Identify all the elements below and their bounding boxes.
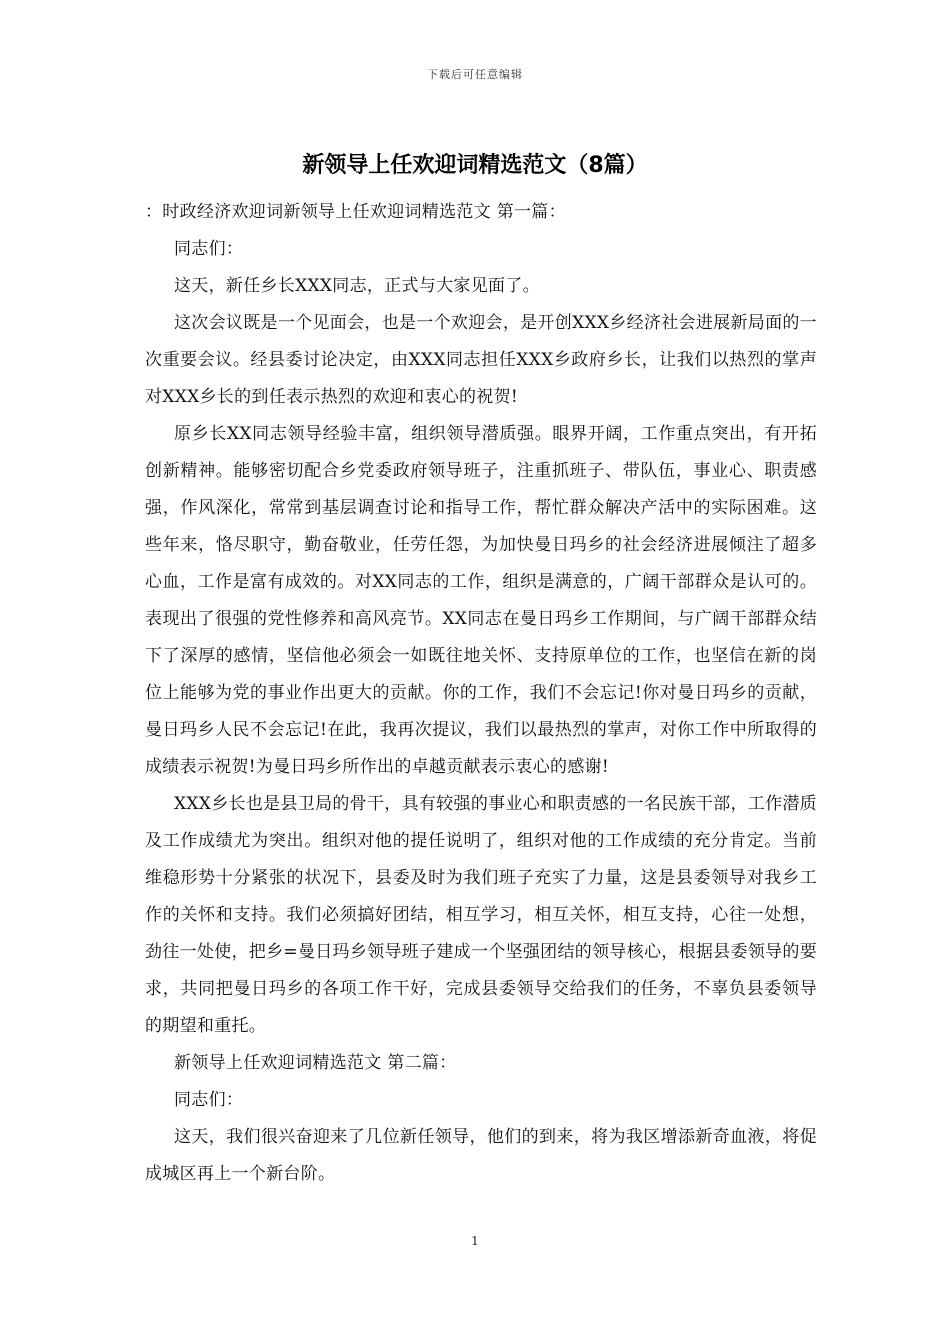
paragraph: 同志们：	[174, 1090, 244, 1110]
paragraph: 新领导上任欢迎词精选范文 第二篇：	[174, 1053, 457, 1073]
paragraph: 这次会议既是一个见面会，也是一个欢迎会，是开创XXX乡经济社会进展新局面的一次重要会议。经县委讨论决定，由XXX同志担任XXX乡政府乡长，让我们以热烈的掌声对XXX乡长的到任表示热烈的欢迎和衷心的祝贺!	[145, 313, 817, 407]
document-body	[145, 194, 817, 1193]
paragraph: 原乡长XX同志领导经验丰富，组织领导潜质强。眼界开阔，工作重点突出，有开拓创新精神。能够密切配合乡党委政府领导班子，注重抓班子、带队伍，事业心、职责感强，作风深化，常常到基层调查讨论和指导工作，帮忙群众解决产活中的实际困难。这些年来，恪尽职守，勤奋敬业，任劳任怨，为加快曼日玛乡的社会经济进展倾注了超多心血，工作是富有成效的。对XX同志的工作，组织是满意的，广阔干部群众是认可的。表现出了很强的党性修养和高风亮节。XX同志在曼日玛乡工作期间，与广阔干部群众结下了深厚的感情，坚信他必须会一如既往地关怀、支持原单位的工作，也坚信在新的岗位上能够为党的事业作出更大的贡献。你的工作，我们不会忘记!你对曼日玛乡的贡献，曼日玛乡人民不会忘记!在此，我再次提议，我们以最热烈的掌声，对你工作中所取得的成绩表示祝贺!为曼日玛乡所作出的卓越贡献表示衷心的感谢!	[145, 424, 817, 777]
paragraph: XXX乡长也是县卫局的骨干，具有较强的事业心和职责感的一名民族干部，工作潜质及工作成绩尤为突出。组织对他的提任说明了，组织对他的工作成绩的充分肯定。当前维稳形势十分紧张的状况下，县委及时为我们班子充实了力量，这是县委领导对我乡工作的关怀和支持。我们必须搞好团结，相互学习，相互关怀，相互支持，心往一处想，劲往一处使，把乡=曼日玛乡领导班子建成一个坚强团结的领导核心，根据县委领导的要求，共同把曼日玛乡的各项工作干好，完成县委领导交给我们的任务，不辜负县委领导的期望和重托。	[145, 794, 817, 1036]
paragraph: 这天，我们很兴奋迎来了几位新任领导，他们的到来，将为我区增添新奇血液，将促成城区再上一个新台阶。	[145, 1127, 817, 1184]
paragraph: 同志们：	[174, 239, 244, 259]
header-note: 下载后可任意编辑	[427, 68, 523, 81]
paragraph: 这天，新任乡长XXX同志，正式与大家见面了。	[174, 276, 540, 296]
page-number: 1	[471, 1234, 479, 1248]
document-title: 新领导上任欢迎词精选范文（8篇）	[302, 153, 648, 178]
paragraph: ：时政经济欢迎词新领导上任欢迎词精选范文 第一篇：	[145, 202, 566, 222]
